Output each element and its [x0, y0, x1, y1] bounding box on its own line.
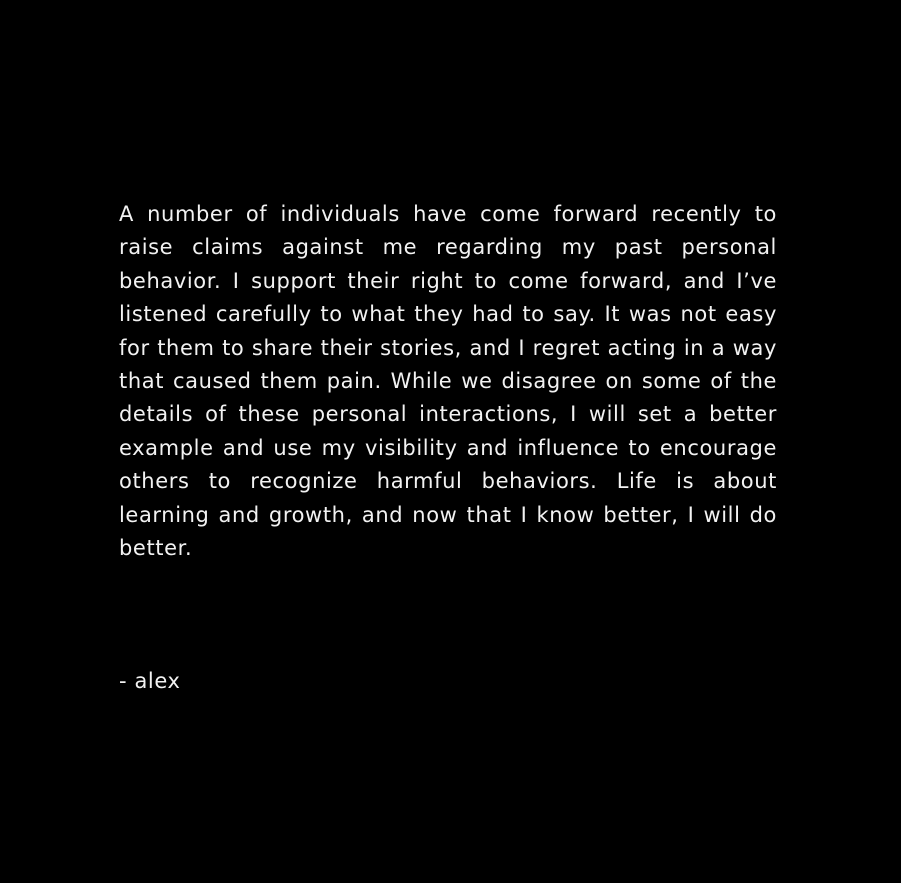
statement-body: A number of individuals have come forward recently to raise claims against me regarding my past personal behavior. I support their right to come forward, and I’ve listened carefully to what they had to say. It was not easy for them to share their stories, and I regret acting in a way that caused them pain. While we disagree on some of the details of these personal interactions, I will set a better example and use my visibility and influence to encourage others to recognize harmful behaviors. Life is about learning and growth, and now that I know better, I will do better. — [119, 202, 777, 561]
statement-signature: - alex — [119, 669, 181, 693]
